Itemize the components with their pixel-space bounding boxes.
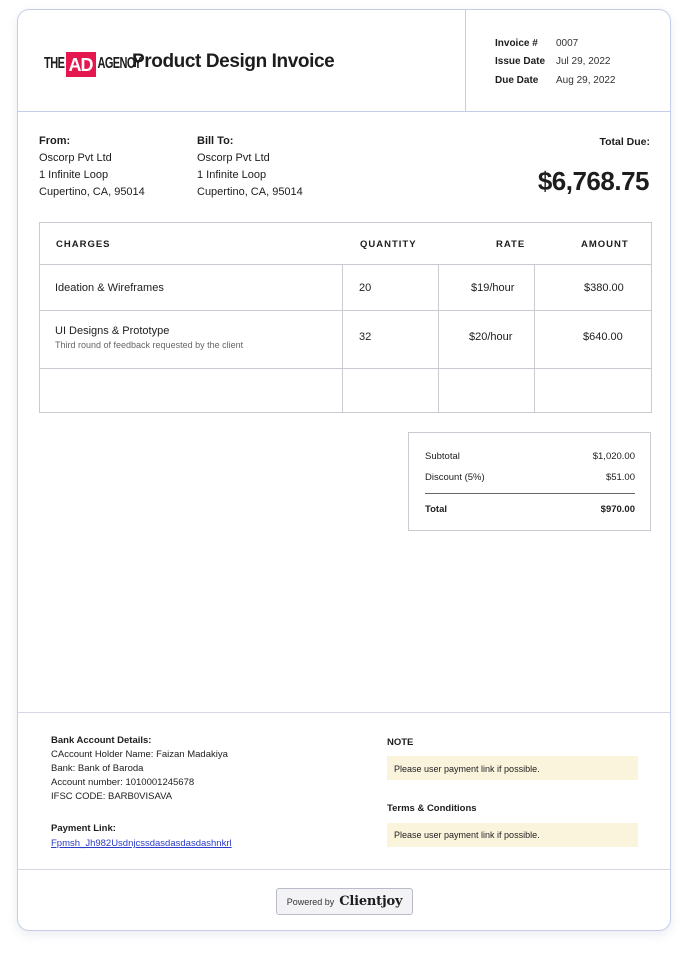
- charge-note: Third round of feedback requested by the client: [55, 340, 244, 350]
- invoice-header: [18, 10, 671, 112]
- bill-to-label: Bill To:: [197, 135, 234, 147]
- from-block: [39, 133, 145, 201]
- bank-line: IFSC CODE: BARB0VISAVA: [51, 791, 173, 802]
- terms-box: Please user payment link if possible.: [387, 823, 638, 847]
- column-divider: [438, 265, 439, 413]
- charge-quantity: 32: [359, 331, 372, 343]
- meta-label: Issue Date: [495, 56, 546, 68]
- invoice-card: [17, 9, 671, 931]
- payment-link-label: Payment Link:: [51, 823, 116, 834]
- invoice-meta: [495, 34, 616, 90]
- total-due-amount: $6,768.75: [537, 166, 649, 196]
- subtotal-value: $1,020.00: [592, 451, 635, 462]
- logo-ad: AD: [66, 52, 96, 77]
- charges-header-row: [40, 223, 651, 265]
- bank-line: Account number: 1010001245678: [51, 777, 195, 788]
- discount-value: $51.00: [605, 472, 635, 483]
- terms-label: Terms & Conditions: [387, 803, 477, 814]
- meta-value: Jul 29, 2022: [556, 56, 611, 68]
- header-quantity: QUANTITY: [360, 239, 417, 250]
- agency-logo: [44, 50, 141, 78]
- subtotal-label: Subtotal: [425, 451, 460, 462]
- bill-to-line: Cupertino, CA, 95014: [197, 186, 303, 198]
- table-row-empty: [40, 369, 651, 413]
- from-line: Oscorp Pvt Ltd: [39, 152, 112, 164]
- meta-value: Aug 29, 2022: [556, 74, 616, 86]
- charge-item: Ideation & Wireframes: [55, 282, 164, 294]
- summary-total: [425, 504, 635, 515]
- summary-divider: [425, 493, 635, 494]
- total-label: Total: [425, 504, 447, 515]
- header-amount: AMOUNT: [581, 239, 629, 250]
- table-row: [40, 311, 651, 369]
- column-divider: [534, 265, 535, 413]
- meta-value: 0007: [556, 37, 579, 49]
- powered-by-button[interactable]: [276, 888, 413, 915]
- invoice-title: Product Design Invoice: [132, 51, 335, 72]
- payment-link[interactable]: Fpmsh_Jh982Usdnjcssdasdasdasdashnkrl: [51, 838, 232, 849]
- summary-discount: [425, 472, 635, 483]
- header-charges: CHARGES: [56, 239, 111, 250]
- meta-label: Invoice #: [495, 37, 538, 49]
- total-value: $970.00: [600, 504, 635, 515]
- charge-item: UI Designs & Prototype: [55, 325, 170, 337]
- charge-rate: $19/hour: [471, 282, 515, 294]
- note-box: Please user payment link if possible.: [387, 756, 638, 780]
- charge-amount: $380.00: [584, 282, 624, 294]
- charge-item-cell: [55, 325, 243, 350]
- charges-table: [39, 222, 652, 413]
- logo-agency: AGENCY: [97, 55, 141, 73]
- bank-label: Bank Account Details:: [51, 735, 152, 746]
- bank-line: CAccount Holder Name: Faizan Madakiya: [51, 749, 228, 760]
- charge-rate: $20/hour: [469, 331, 513, 343]
- charge-quantity: 20: [359, 282, 372, 294]
- clientjoy-brand: Clientjoy: [339, 894, 403, 909]
- discount-label: Discount (5%): [425, 472, 485, 483]
- from-line: Cupertino, CA, 95014: [39, 186, 145, 198]
- bank-details: [51, 734, 228, 804]
- charge-amount: $640.00: [583, 331, 623, 343]
- meta-row-issue-date: [495, 53, 616, 72]
- summary-subtotal: [425, 451, 635, 462]
- bill-to-line: 1 Infinite Loop: [197, 169, 267, 181]
- total-due-label: Total Due:: [599, 136, 650, 148]
- header-divider: [465, 10, 466, 112]
- powered-by-text: Powered by: [286, 896, 335, 907]
- table-row: [40, 265, 651, 311]
- bill-to-block: [197, 133, 303, 201]
- column-divider: [342, 265, 343, 413]
- meta-row-invoice-number: [495, 34, 616, 53]
- meta-row-due-date: [495, 71, 616, 90]
- from-label: From:: [39, 135, 71, 147]
- bank-line: Bank: Bank of Baroda: [51, 763, 144, 774]
- header-rate: RATE: [496, 239, 526, 250]
- note-label: NOTE: [387, 737, 414, 748]
- bill-to-line: Oscorp Pvt Ltd: [197, 152, 270, 164]
- meta-label: Due Date: [495, 74, 539, 86]
- from-line: 1 Infinite Loop: [39, 169, 109, 181]
- logo-the: THE: [44, 55, 65, 73]
- summary-box: [408, 432, 651, 531]
- invoice-footer: [18, 712, 671, 870]
